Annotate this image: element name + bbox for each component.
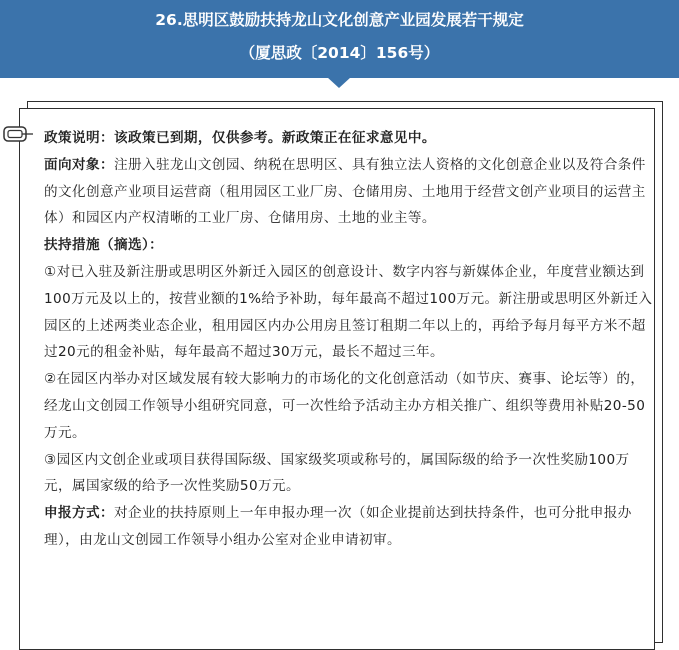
measures-heading: 扶持措施（摘选）： <box>44 237 164 254</box>
target-label: 面向对象： <box>44 156 114 173</box>
target-paragraph <box>44 152 654 232</box>
application-text: 对企业的扶持原则上一年申报办理一次（如企业提前达到扶持条件，也可分批申报办理），由龙山文创园工作领导小组办公室对企业申请初审。 <box>44 505 632 548</box>
application-paragraph <box>44 500 654 554</box>
measure-item-3: ③园区内文创企业或项目获得国际级、国家级奖项或称号的，属国际级的给予一次性奖励100万元，属国家级的给予一次性奖励50万元。 <box>44 451 630 495</box>
target-text: 注册入驻龙山文创园、纳税在思明区、具有独立法人资格的文化创意企业以及符合条件的文化创意产业项目运营商（租用园区工业厂房、仓储用房、土地用于经营文创产业项目的运营主体）和园区内产权清晰的工业厂房、仓储用房、土地的业主等。 <box>44 156 646 227</box>
application-label: 申报方式： <box>44 505 114 522</box>
policy-note-text: 该政策已到期，仅供参考。新政策正在征求意见中。 <box>113 130 436 146</box>
policy-content <box>44 125 654 554</box>
policy-title: 26.思明区鼓励扶持龙山文化创意产业园发展若干规定 <box>155 11 524 29</box>
measure-item-2: ②在园区内举办对区域发展有较大影响力的市场化的文化创意活动（如节庆、赛事、论坛等）的，经龙山文创园工作领导小组研究同意，可一次性给予活动主办方相关推广、组织等费用补贴20-50万元。 <box>44 371 646 441</box>
binder-clip-icon <box>3 125 33 143</box>
policy-note-paragraph <box>44 125 654 152</box>
banner-pointer-notch <box>327 77 351 88</box>
policy-note-label: 政策说明： <box>44 130 114 146</box>
measure-item-1: ①对已入驻及新注册或思明区外新迁入园区的创意设计、数字内容与新媒体企业，年度营业额达到100万元及以上的，按营业额的1%给予补助，每年最高不超过100万元。新注册或思明区外新迁入园区的上述两类业态企业，租用园区内办公用房且签订租期二年以上的，再给予每月每平方米不超过20元的租金补贴，每年最高不超过30万元，最长不超过三年。 <box>44 263 653 361</box>
header-banner <box>0 0 679 78</box>
policy-document-number: （厦思政〔2014〕156号） <box>239 44 440 62</box>
